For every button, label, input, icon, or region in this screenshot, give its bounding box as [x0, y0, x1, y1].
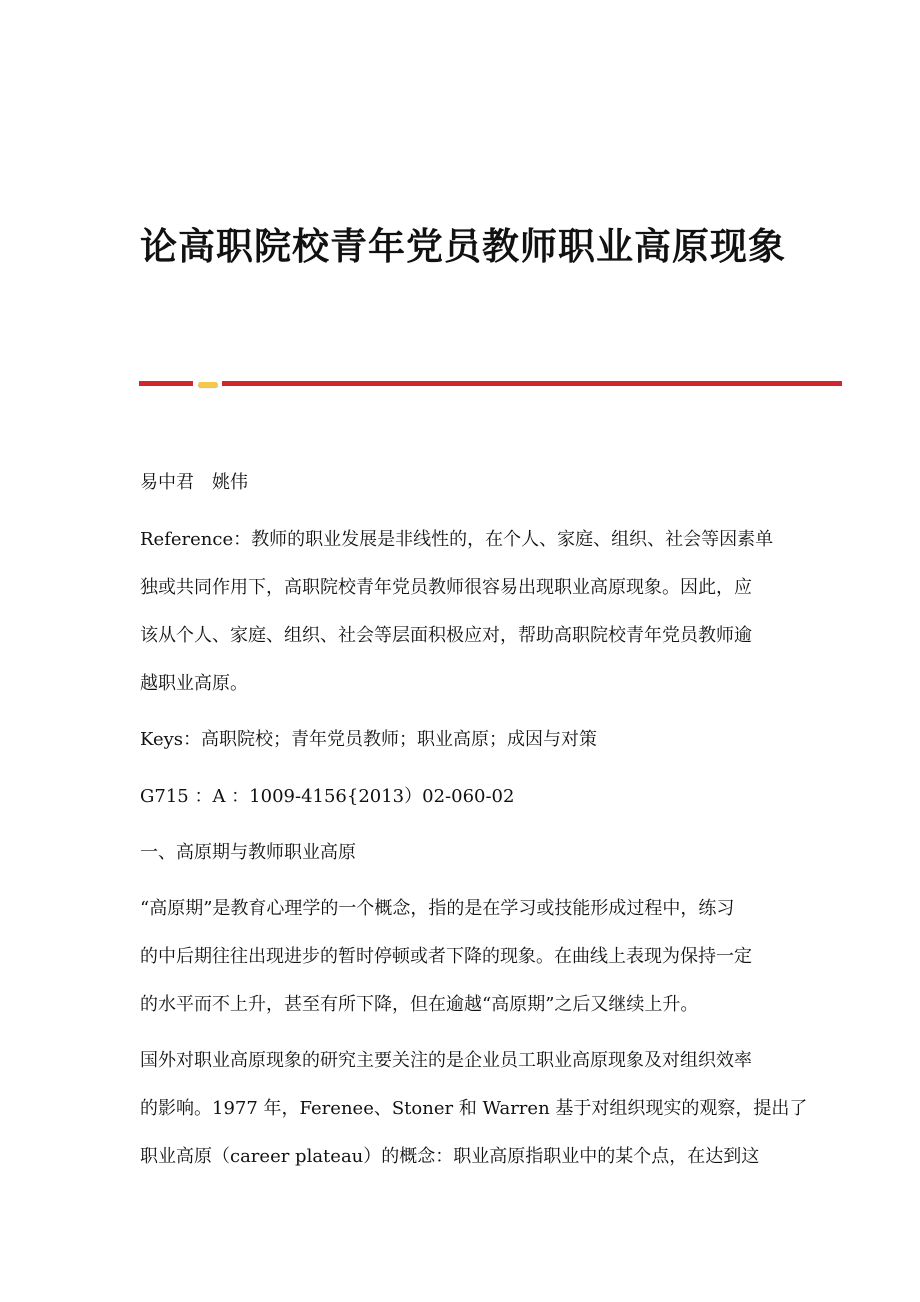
authors: 易中君 姚伟: [140, 472, 248, 493]
classification-code: G715 ：A ：1009-4156{2013）02-060-02: [140, 786, 515, 807]
title-divider-left: [139, 381, 193, 386]
title-divider-right: [222, 381, 842, 386]
paragraph-line: 国外对职业高原现象的研究主要关注的是企业员工职业高原现象及对组织效率: [140, 1050, 752, 1071]
paragraph-line: “高原期”是教育心理学的一个概念，指的是在学习或技能形成过程中，练习: [140, 898, 735, 919]
paragraph-line: 的中后期往往出现进步的暂时停顿或者下降的现象。在曲线上表现为保持一定: [140, 946, 752, 967]
abstract-line: 该从个人、家庭、组织、社会等层面积极应对，帮助高职院校青年党员教师逾: [140, 625, 752, 646]
abstract-line: 越职业高原。: [140, 673, 248, 694]
paragraph-line: 职业高原（career plateau）的概念：职业高原指职业中的某个点，在达到这: [140, 1146, 760, 1167]
keywords: Keys：高职院校；青年党员教师；职业高原；成因与对策: [140, 729, 598, 750]
section-heading: 一、高原期与教师职业高原: [140, 842, 356, 863]
abstract-line: 独或共同作用下，高职院校青年党员教师很容易出现职业高原现象。因此，应: [140, 577, 752, 598]
divider-ornament-icon: [198, 382, 218, 387]
abstract-line: Reference：教师的职业发展是非线性的，在个人、家庭、组织、社会等因素单: [140, 529, 774, 550]
document-title: 论高职院校青年党员教师职业高原现象: [140, 224, 786, 268]
paragraph-line: 的影响。1977 年，Ferenee、Stoner 和 Warren 基于对组织现实的观察，提出了: [140, 1098, 808, 1119]
paragraph-line: 的水平而不上升，甚至有所下降，但在逾越“高原期”之后又继续上升。: [140, 994, 699, 1015]
